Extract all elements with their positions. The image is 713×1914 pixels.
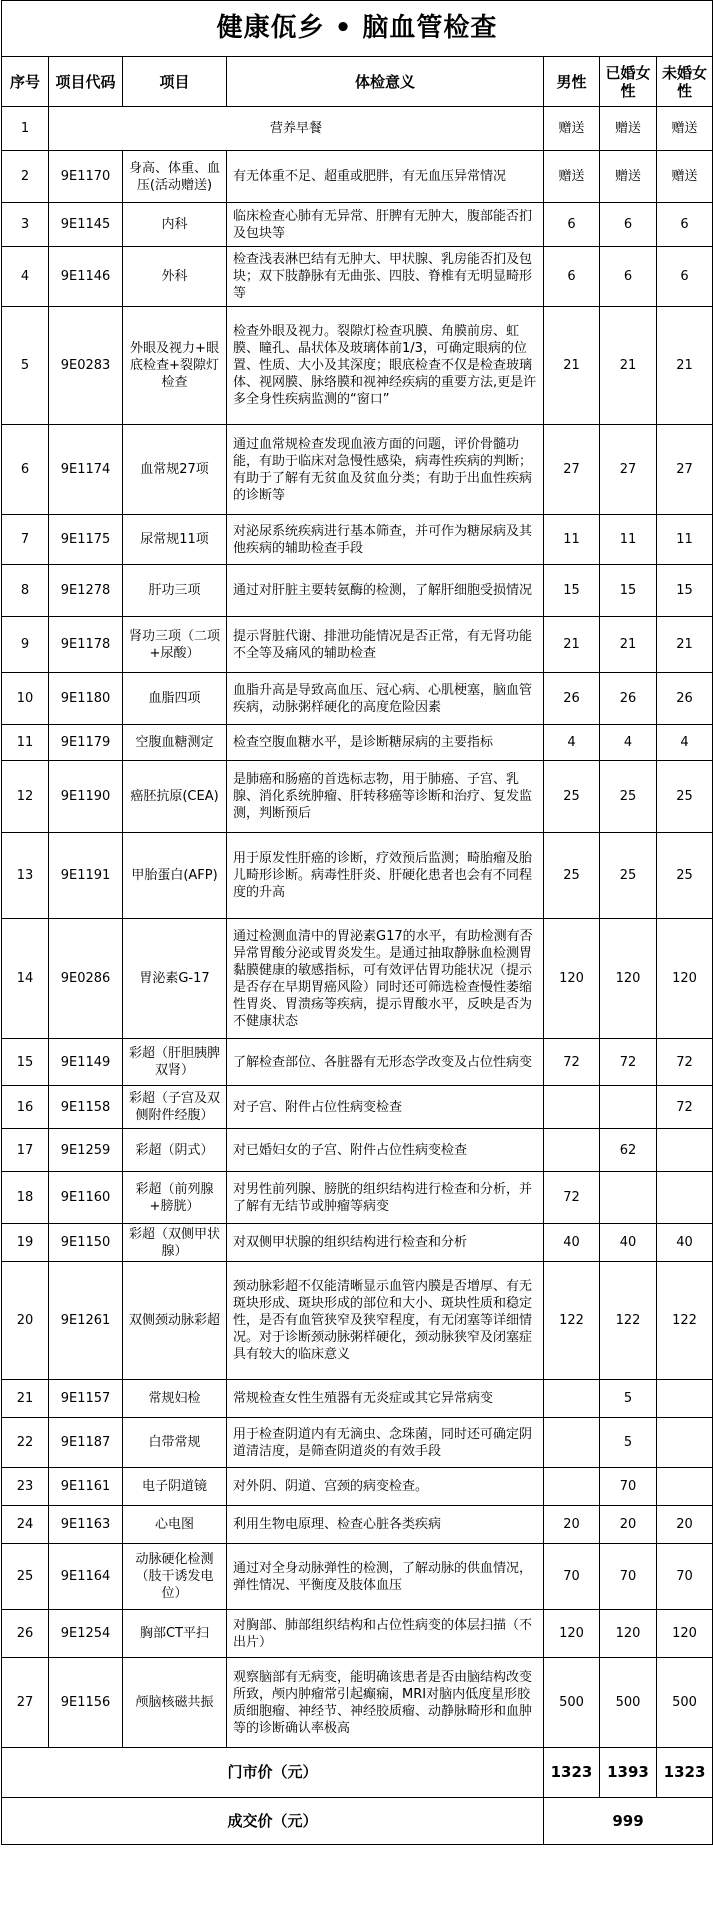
deal-price-row [2,1798,713,1845]
row-price-unmarried [657,1129,713,1172]
row-price-male: 70 [544,1544,600,1610]
row-price-unmarried: 6 [657,247,713,307]
row-number: 2 [2,151,49,203]
row-price-male: 27 [544,425,600,515]
row-price-unmarried: 25 [657,833,713,919]
row-meaning: 利用生物电原理、检查心脏各类疾病 [227,1506,544,1544]
header-item: 项目 [123,57,227,107]
row-meaning: 对外阴、阴道、宫颈的病变检查。 [227,1468,544,1506]
table-row [2,203,713,247]
row-item: 双侧颈动脉彩超 [123,1262,227,1380]
row-item: 彩超（肝胆胰脾双肾） [123,1039,227,1086]
table-row [2,617,713,673]
row-code: 9E1179 [49,725,123,761]
row-number: 20 [2,1262,49,1380]
row-price-married: 27 [600,425,657,515]
row-number: 9 [2,617,49,673]
row-code: 9E1157 [49,1380,123,1418]
row-code: 9E1145 [49,203,123,247]
row-meaning: 对泌尿系统疾病进行基本筛查，并可作为糖尿病及其他疾病的辅助检查手段 [227,515,544,565]
row-number: 26 [2,1610,49,1658]
row-number: 18 [2,1172,49,1224]
row-number: 14 [2,919,49,1039]
row-code: 9E1187 [49,1418,123,1468]
row-number: 7 [2,515,49,565]
row-number: 27 [2,1658,49,1748]
row-meaning: 是肺癌和肠癌的首选标志物，用于肺癌、子宫、乳腺、消化系统肿瘤、肝转移癌等诊断和治疗、复发监测，判断预后 [227,761,544,833]
row-item: 身高、体重、血压(活动赠送) [123,151,227,203]
header-male: 男性 [544,57,600,107]
row-meaning: 对子宫、附件占位性病变检查 [227,1086,544,1129]
row-item: 外眼及视力+眼底检查+裂隙灯检查 [123,307,227,425]
row-price-married: 21 [600,617,657,673]
row-price-male: 120 [544,1610,600,1658]
row-number: 19 [2,1224,49,1262]
table-row [2,151,713,203]
row-price-male: 6 [544,247,600,307]
row-price-male: 15 [544,565,600,617]
table-row [2,1224,713,1262]
table-row [2,761,713,833]
row-code: 9E1160 [49,1172,123,1224]
row-meaning: 颈动脉彩超不仅能清晰显示血管内膜是否增厚、有无斑块形成、斑块形成的部位和大小、斑块性质和稳定性，是否有血管狭窄及狭窄程度，有无闭塞等详细情况。对于诊断颈动脉粥样硬化，颈动脉狭窄及闭塞症具有较大的临床意义 [227,1262,544,1380]
table-row [2,247,713,307]
row-price-unmarried [657,1172,713,1224]
row-meaning: 常规检查女性生殖器有无炎症或其它异常病变 [227,1380,544,1418]
row-price-male: 72 [544,1039,600,1086]
row-item: 常规妇检 [123,1380,227,1418]
table-row [2,1610,713,1658]
row-code: 9E1174 [49,425,123,515]
store-price-label: 门市价（元） [2,1748,544,1798]
row-number: 11 [2,725,49,761]
row-number: 5 [2,307,49,425]
row-code: 9E1180 [49,673,123,725]
row-price-unmarried: 赠送 [657,107,713,151]
row-price-married: 26 [600,673,657,725]
row-code: 9E1259 [49,1129,123,1172]
table-row [2,425,713,515]
row-code: 9E1149 [49,1039,123,1086]
row-item: 彩超（子宫及双侧附件经腹） [123,1086,227,1129]
row-number: 22 [2,1418,49,1468]
row-number: 6 [2,425,49,515]
store-price-married: 1393 [600,1748,657,1798]
row-code: 9E1170 [49,151,123,203]
row-price-married [600,1172,657,1224]
row-meaning: 通过对全身动脉弹性的检测，了解动脉的供血情况，弹性情况、平衡度及肢体血压 [227,1544,544,1610]
header-no: 序号 [2,57,49,107]
table-row [2,1506,713,1544]
row-price-unmarried: 72 [657,1039,713,1086]
row-price-male: 26 [544,673,600,725]
row-code: 9E1278 [49,565,123,617]
title-row [2,1,713,57]
row-price-male: 11 [544,515,600,565]
table-row [2,1129,713,1172]
row-price-married: 70 [600,1468,657,1506]
row-price-married: 21 [600,307,657,425]
deal-price-label: 成交价（元） [2,1798,544,1845]
row-price-male: 40 [544,1224,600,1262]
row-price-married: 25 [600,761,657,833]
row-price-unmarried: 500 [657,1658,713,1748]
table-row [2,1544,713,1610]
row-meaning: 对双侧甲状腺的组织结构进行检查和分析 [227,1224,544,1262]
row-meaning: 血脂升高是导致高血压、冠心病、心肌梗塞，脑血管疾病，动脉粥样硬化的高度危险因素 [227,673,544,725]
row-code: 9E1191 [49,833,123,919]
row-item: 肝功三项 [123,565,227,617]
row-item: 外科 [123,247,227,307]
row-code: 9E1158 [49,1086,123,1129]
table-row [2,833,713,919]
row-item: 尿常规11项 [123,515,227,565]
row-code: 9E1161 [49,1468,123,1506]
row-price-unmarried: 25 [657,761,713,833]
header-code: 项目代码 [49,57,123,107]
row-price-male [544,1129,600,1172]
row-item: 动脉硬化检测（肢干诱发电位） [123,1544,227,1610]
row-meaning: 临床检查心肺有无异常、肝脾有无肿大，腹部能否扪及包块等 [227,203,544,247]
header-married-female: 已婚女性 [600,57,657,107]
row-number: 21 [2,1380,49,1418]
table-row [2,919,713,1039]
row-price-unmarried: 6 [657,203,713,247]
row-price-married: 5 [600,1418,657,1468]
row-code: 9E1190 [49,761,123,833]
row-price-unmarried: 11 [657,515,713,565]
row-meaning: 营养早餐 [49,107,544,151]
row-price-male: 赠送 [544,107,600,151]
row-code: 9E1261 [49,1262,123,1380]
row-price-unmarried: 27 [657,425,713,515]
row-meaning: 对男性前列腺、膀胱的组织结构进行检查和分析，并了解有无结节或肿瘤等病变 [227,1172,544,1224]
row-meaning: 对胸部、肺部组织结构和占位性病变的体层扫描（不出片） [227,1610,544,1658]
row-code: 9E1156 [49,1658,123,1748]
table-row [2,1658,713,1748]
row-number: 8 [2,565,49,617]
table-row [2,1418,713,1468]
row-price-unmarried: 21 [657,307,713,425]
row-number: 3 [2,203,49,247]
row-price-married [600,1086,657,1129]
store-price-row [2,1748,713,1798]
store-price-unmarried: 1323 [657,1748,713,1798]
row-number: 13 [2,833,49,919]
row-code: 9E1150 [49,1224,123,1262]
row-price-unmarried: 122 [657,1262,713,1380]
table-row [2,1172,713,1224]
row-meaning: 提示肾脏代谢、排泄功能情况是否正常，有无肾功能不全等及痛风的辅助检查 [227,617,544,673]
row-item: 颅脑核磁共振 [123,1658,227,1748]
table-row [2,1086,713,1129]
row-price-male: 500 [544,1658,600,1748]
row-price-male: 25 [544,833,600,919]
row-price-married: 120 [600,919,657,1039]
table-row [2,725,713,761]
row-number: 12 [2,761,49,833]
row-item: 彩超（阴式） [123,1129,227,1172]
exam-package-table [1,0,713,1845]
row-item: 彩超（前列腺+膀胱） [123,1172,227,1224]
row-price-unmarried: 40 [657,1224,713,1262]
row-price-married: 赠送 [600,151,657,203]
row-meaning: 有无体重不足、超重或肥胖，有无血压异常情况 [227,151,544,203]
row-price-male [544,1418,600,1468]
row-price-married: 5 [600,1380,657,1418]
table-row [2,1039,713,1086]
row-price-married: 6 [600,203,657,247]
row-meaning: 通过对肝脏主要转氨酶的检测，了解肝细胞受损情况 [227,565,544,617]
row-price-married: 40 [600,1224,657,1262]
row-number: 24 [2,1506,49,1544]
row-price-married: 70 [600,1544,657,1610]
row-number: 16 [2,1086,49,1129]
row-price-male: 4 [544,725,600,761]
row-item: 空腹血糖测定 [123,725,227,761]
table-body [2,107,713,1748]
header-unmarried-female: 未婚女性 [657,57,713,107]
row-price-unmarried: 72 [657,1086,713,1129]
table-row [2,565,713,617]
row-price-married: 15 [600,565,657,617]
row-price-married: 62 [600,1129,657,1172]
row-price-unmarried [657,1380,713,1418]
row-meaning: 对已婚妇女的子宫、附件占位性病变检查 [227,1129,544,1172]
row-price-married: 122 [600,1262,657,1380]
table-row [2,673,713,725]
row-meaning: 用于原发性肝癌的诊断，疗效预后监测；畸胎瘤及胎儿畸形诊断。病毒性肝炎、肝硬化患者也会有不同程度的升高 [227,833,544,919]
row-price-married: 20 [600,1506,657,1544]
row-number: 1 [2,107,49,151]
row-code: 9E1254 [49,1610,123,1658]
row-price-male: 赠送 [544,151,600,203]
row-price-unmarried: 26 [657,673,713,725]
row-price-male [544,1468,600,1506]
row-code: 9E0283 [49,307,123,425]
row-price-unmarried [657,1468,713,1506]
row-price-unmarried: 21 [657,617,713,673]
row-price-married: 500 [600,1658,657,1748]
row-code: 9E1146 [49,247,123,307]
row-meaning: 检查浅表淋巴结有无肿大、甲状腺、乳房能否扪及包块；双下肢静脉有无曲张、四肢、脊椎有无明显畸形等 [227,247,544,307]
row-number: 17 [2,1129,49,1172]
row-item: 癌胚抗原(CEA) [123,761,227,833]
row-meaning: 通过检测血清中的胃泌素G17的水平，有助检测有否异常胃酸分泌或胃炎发生。是通过抽取静脉血检测胃黏膜健康的敏感指标，可有效评估胃功能状况（提示是否存在早期胃癌风险）同时还可筛选检查慢性萎缩性胃炎、胃溃疡等疾病，提示胃酸水平，反映是否为不健康状态 [227,919,544,1039]
table-row [2,1262,713,1380]
row-code: 9E1164 [49,1544,123,1610]
row-item: 肾功三项（二项+尿酸） [123,617,227,673]
table-row [2,1468,713,1506]
row-code: 9E1178 [49,617,123,673]
row-price-male: 20 [544,1506,600,1544]
row-price-married: 120 [600,1610,657,1658]
row-price-unmarried: 70 [657,1544,713,1610]
row-meaning: 观察脑部有无病变，能明确该患者是否由脑结构改变所致，颅内肿瘤常引起癫痫，MRI对脑内低度星形胶质细胞瘤、神经节、神经胶质瘤、动静脉畸形和血肿等的诊断确认率极高 [227,1658,544,1748]
row-meaning: 检查空腹血糖水平，是诊断糖尿病的主要指标 [227,725,544,761]
row-number: 23 [2,1468,49,1506]
row-item: 甲胎蛋白(AFP) [123,833,227,919]
row-price-married: 6 [600,247,657,307]
row-price-male: 120 [544,919,600,1039]
row-price-male: 25 [544,761,600,833]
header-meaning: 体检意义 [227,57,544,107]
row-price-unmarried: 120 [657,1610,713,1658]
row-price-male: 6 [544,203,600,247]
row-number: 4 [2,247,49,307]
row-code: 9E0286 [49,919,123,1039]
row-price-male [544,1380,600,1418]
row-price-married: 赠送 [600,107,657,151]
row-price-male [544,1086,600,1129]
row-meaning: 通过血常规检查发现血液方面的问题，评价骨髓功能，有助于临床对急慢性感染，病毒性疾病的判断；有助于了解有无贫血及贫血分类；有助于出血性疾病的诊断等 [227,425,544,515]
page-title: 健康佤乡 • 脑血管检查 [2,1,713,57]
row-item: 血脂四项 [123,673,227,725]
row-code: 9E1163 [49,1506,123,1544]
row-number: 25 [2,1544,49,1610]
row-price-male: 72 [544,1172,600,1224]
row-item: 心电图 [123,1506,227,1544]
row-item: 胃泌素G-17 [123,919,227,1039]
row-price-married: 72 [600,1039,657,1086]
header-row [2,57,713,107]
row-price-married: 25 [600,833,657,919]
table-row [2,307,713,425]
deal-price-value: 999 [544,1798,713,1845]
row-price-unmarried: 120 [657,919,713,1039]
row-price-unmarried: 15 [657,565,713,617]
row-item: 电子阴道镜 [123,1468,227,1506]
row-price-unmarried: 20 [657,1506,713,1544]
row-price-male: 21 [544,617,600,673]
row-price-unmarried: 4 [657,725,713,761]
store-price-male: 1323 [544,1748,600,1798]
row-price-married: 4 [600,725,657,761]
row-number: 15 [2,1039,49,1086]
row-price-married: 11 [600,515,657,565]
row-number: 10 [2,673,49,725]
row-price-male: 122 [544,1262,600,1380]
row-item: 血常规27项 [123,425,227,515]
row-item: 内科 [123,203,227,247]
row-price-male: 21 [544,307,600,425]
table-row [2,515,713,565]
row-meaning: 了解检查部位、各脏器有无形态学改变及占位性病变 [227,1039,544,1086]
row-item: 胸部CT平扫 [123,1610,227,1658]
table-row [2,107,713,151]
table-row [2,1380,713,1418]
row-price-unmarried [657,1418,713,1468]
row-meaning: 用于检查阴道内有无滴虫、念珠菌，同时还可确定阴道清洁度，是筛查阴道炎的有效手段 [227,1418,544,1468]
row-item: 彩超（双侧甲状腺） [123,1224,227,1262]
row-meaning: 检查外眼及视力。裂隙灯检查巩膜、角膜前房、虹膜、瞳孔、晶状体及玻璃体前1/3，可确定眼病的位置、性质、大小及其深度；眼底检查不仅是检查玻璃体、视网膜、脉络膜和视神经疾病的重要方法,更是许多全身性疾病监测的“窗口” [227,307,544,425]
row-item: 白带常规 [123,1418,227,1468]
row-code: 9E1175 [49,515,123,565]
row-price-unmarried: 赠送 [657,151,713,203]
